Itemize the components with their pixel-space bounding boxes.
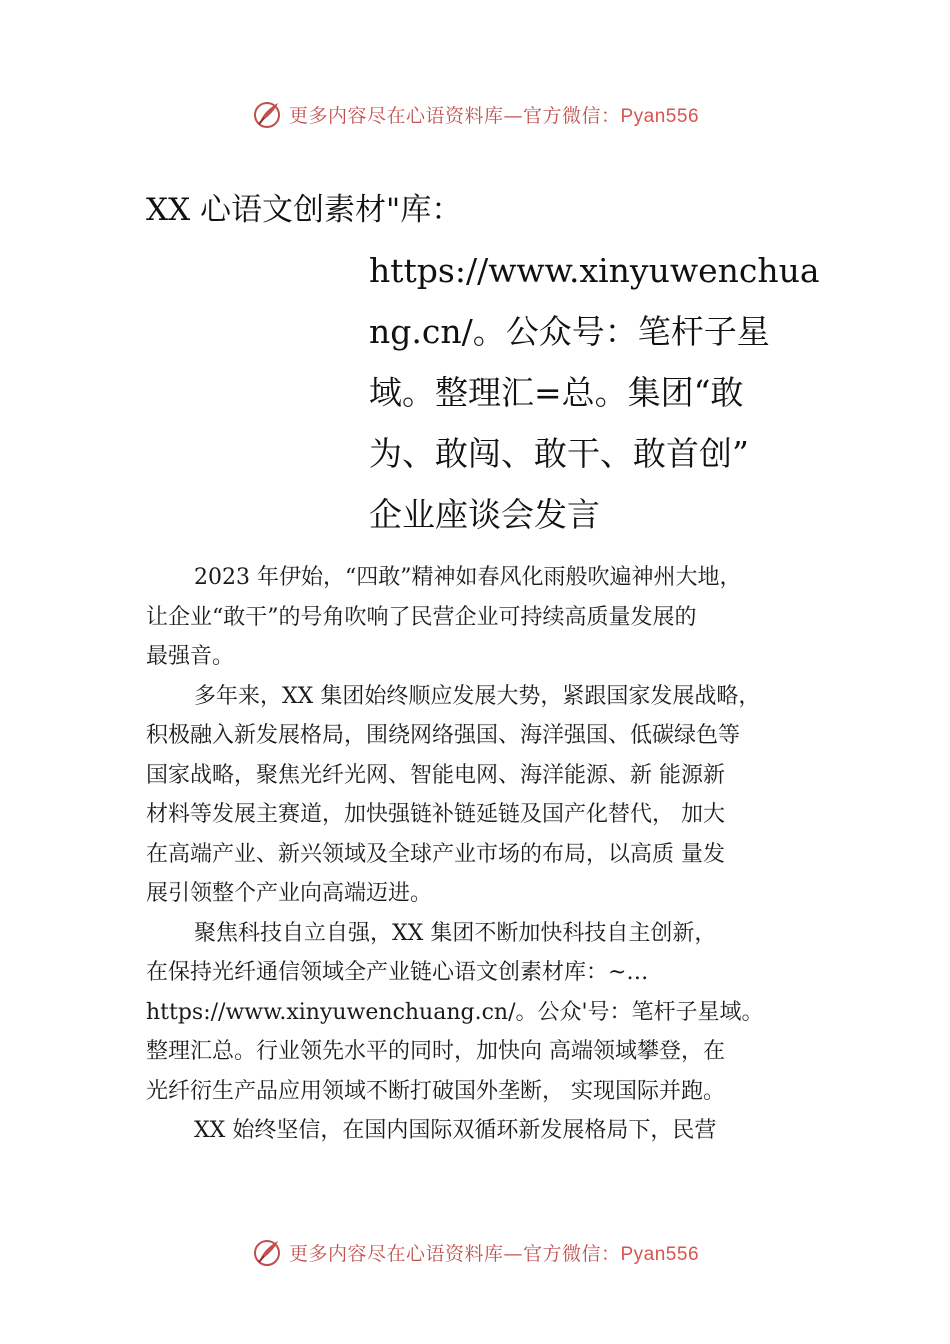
title-line: ng.cn/。公众号：笔杆子星 bbox=[369, 312, 770, 351]
quill-logo-icon bbox=[251, 1236, 283, 1268]
paragraph-line: 国家战略，聚焦光纤光网、智能电网、海洋能源、新 能源新 bbox=[146, 762, 725, 788]
paragraph-line: 让企业“敢干”的号角吹响了民营企业可持续高质量发展的 bbox=[146, 604, 697, 630]
wechat-id: Pyan556 bbox=[620, 105, 700, 127]
wechat-id: Pyan556 bbox=[620, 1243, 700, 1265]
paragraph-line: 展引领整个产业向高端迈进。 bbox=[146, 881, 433, 906]
paragraph-line: XX 始终坚信，在国内国际双循环新发展格局下，民营 bbox=[194, 1118, 717, 1143]
title-line: 企业座谈会发言 bbox=[369, 495, 600, 534]
paragraph-line: 积极融入新发展格局，围绕网络强国、海洋强国、低碳绿色等 bbox=[146, 723, 741, 748]
banner-text: 更多内容尽在心语资料库—官方微信：Pyan556 bbox=[288, 104, 700, 127]
document-title-block bbox=[369, 240, 820, 545]
paragraph-line: 多年来，XX 集团始终顺应发展大势，紧跟国家发展战略， bbox=[194, 683, 761, 709]
paragraph-line: 最强音。 bbox=[146, 644, 235, 669]
paragraph-line: 在保持光纤通信领域全产业链心语文创素材库：~… bbox=[146, 960, 649, 985]
header-banner bbox=[0, 94, 950, 134]
footer-banner bbox=[0, 1232, 950, 1272]
quill-logo-icon bbox=[251, 98, 283, 130]
paragraph-line: 聚焦科技自立自强，XX 集团不断加快科技自主创新， bbox=[194, 920, 717, 946]
paragraph-line: https://www.xinyuwenchuang.cn/。公众'号：笔杆子星域。 bbox=[146, 999, 764, 1025]
document-title-line1: XX 心语文创素材"库： bbox=[146, 192, 463, 228]
banner-text: 更多内容尽在心语资料库—官方微信：Pyan556 bbox=[288, 1242, 700, 1265]
title-line: https://www.xinyuwenchua bbox=[369, 251, 820, 290]
paragraph-line: 光纤衍生产品应用领域不断打破国外垄断， 实现国际并跑。 bbox=[146, 1078, 725, 1104]
title-line: 为、敢闯、敢干、敢首创” bbox=[369, 434, 749, 473]
paragraph-line: 2023 年伊始，“四敢”精神如春风化雨般吹遍神州大地， bbox=[194, 565, 742, 590]
paragraph-line: 材料等发展主赛道，加快强链补链延链及国产化替代， 加大 bbox=[146, 802, 725, 827]
document-body bbox=[146, 558, 856, 1151]
paragraph-line: 整理汇总。行业领先水平的同时，加快向 高端领域攀登，在 bbox=[146, 1039, 725, 1064]
paragraph-line: 在高端产业、新兴领域及全球产业市场的布局，以高质 量发 bbox=[146, 841, 725, 867]
title-line: 域。整理汇=总。集团“敢 bbox=[369, 373, 744, 412]
